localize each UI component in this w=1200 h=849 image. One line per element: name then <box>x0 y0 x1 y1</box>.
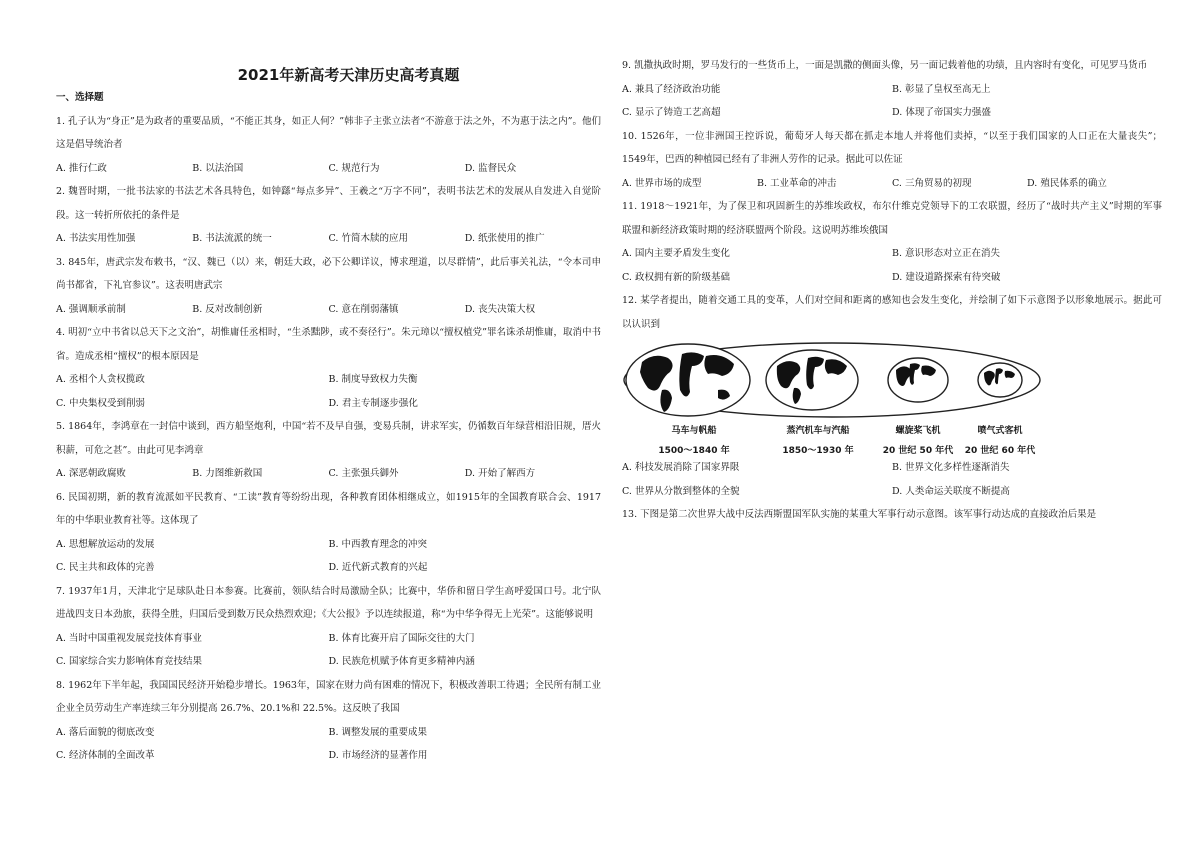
option-b: B. 反对改制创新 <box>192 303 263 315</box>
option-c: C. 竹简木牍的应用 <box>328 233 408 244</box>
option-c: C. 世界从分散到整体的全貌 <box>622 485 740 497</box>
question-8 <box>56 674 601 768</box>
options <box>622 456 1162 503</box>
options <box>56 368 601 415</box>
option-b: B. 意识形态对立正在消失 <box>892 248 1001 259</box>
option-a: A. 推行仁政 <box>56 162 107 174</box>
question-2 <box>56 180 601 251</box>
option-b: B. 书法流派的统一 <box>192 233 272 244</box>
globe-4 <box>978 363 1022 397</box>
question-stem: 2. 魏晋时期，一批书法家的书法艺术各具特色，如钟繇“每点多异”、王羲之“万字不同”，表明书法艺术的发展从自发进入自觉阶段。这一转折所依托的条件是 <box>56 186 601 221</box>
options <box>56 533 601 580</box>
option-d: D. 体现了帝国实力强盛 <box>892 107 991 118</box>
options <box>56 227 601 251</box>
option-b: B. 力图维新救国 <box>192 468 263 479</box>
option-c: C. 主张强兵御外 <box>328 468 399 479</box>
option-d: D. 近代新式教育的兴起 <box>328 562 428 573</box>
option-c: C. 中央集权受到削弱 <box>56 397 145 409</box>
option-a: A. 思想解放运动的发展 <box>56 538 155 550</box>
option-c: C. 政权拥有新的阶级基础 <box>622 271 730 283</box>
option-a: A. 深恶朝政腐败 <box>56 468 126 479</box>
caption-vehicle: 马车与帆船 <box>671 426 717 436</box>
options <box>622 78 1162 125</box>
option-b: B. 彰显了皇权至高无上 <box>892 83 991 95</box>
question-4 <box>56 321 601 415</box>
document-title: 2021年新高考天津历史高考真题 <box>237 66 460 84</box>
option-b: B. 中西教育理念的冲突 <box>328 538 428 550</box>
question-stem: 11. 1918～1921年，为了保卫和巩固新生的苏维埃政权，布尔什维克党领导下的工农联盟，经历了“战时共产主义”时期的军事联盟和新经济政策时期的经济联盟两个阶段。这说明苏维埃俄国 <box>622 201 1162 236</box>
question-stem: 1. 孔子认为“身正”是为政者的重要品质，“不能正其身，如正人何？”韩非子主张立法者“不游意于法之外，不为惠于法之内”。他们这是倡导统治者 <box>56 115 601 150</box>
caption-1 <box>642 424 746 458</box>
shrinking-world-figure <box>622 340 1162 456</box>
question-stem: 5. 1864年，李鸿章在一封信中谈到，西方船坚炮利，中国“若不及早自强，变易兵制，讲求军实，仍循数百年绿营相沿旧规，厝火积薪，可危之甚”。由此可见李鸿章 <box>56 421 601 456</box>
globes-illustration <box>622 340 1042 420</box>
option-a: A. 科技发展消除了国家界限 <box>622 462 740 473</box>
caption-vehicle: 蒸汽机车与汽船 <box>786 426 850 436</box>
option-a: A. 强调顺承前制 <box>56 303 126 315</box>
left-column <box>56 0 601 768</box>
options <box>56 157 601 181</box>
right-column <box>622 0 1162 527</box>
question-stem: 10. 1526年，一位非洲国王控诉说，葡萄牙人每天都在抓走本地人并将他们卖掉，“以至于我们国家的人口正在大量丧失”；1549年，巴西的种植园已经有了非洲人劳作的记录。据此可以佐证 <box>622 130 1162 165</box>
option-b: B. 体育比赛开启了国际交往的大门 <box>328 632 475 644</box>
option-c: C. 经济体制的全面改革 <box>56 750 155 761</box>
option-d: D. 君主专制逐步强化 <box>328 397 418 409</box>
option-c: C. 民主共和政体的完善 <box>56 562 155 573</box>
caption-3 <box>876 424 960 458</box>
options <box>622 242 1162 289</box>
option-d: D. 民族危机赋予体育更多精神内涵 <box>328 656 475 667</box>
option-d: D. 市场经济的显著作用 <box>328 750 428 761</box>
question-5 <box>56 415 601 486</box>
options <box>56 462 601 486</box>
option-c: C. 国家综合实力影响体育竞技结果 <box>56 656 202 667</box>
option-a: A. 书法实用性加强 <box>56 233 136 244</box>
question-stem: 12. 某学者提出，随着交通工具的变革，人们对空间和距离的感知也会发生变化，并绘制了如下示意图予以形象地展示。据此可以认识到 <box>622 295 1162 330</box>
option-a: A. 落后面貌的彻底改变 <box>56 726 155 738</box>
question-3 <box>56 251 601 322</box>
question-12 <box>622 289 1162 503</box>
option-a: A. 兼具了经济政治功能 <box>622 83 721 95</box>
caption-period: 1850～1930 年 <box>782 446 854 456</box>
globe-3 <box>888 358 948 402</box>
option-a: A. 当时中国重视发展竞技体育事业 <box>56 632 202 644</box>
question-stem: 13. 下图是第二次世界大战中反法西斯盟国军队实施的某重大军事行动示意图。该军事行动达成的直接政治后果是 <box>622 509 1097 520</box>
question-10 <box>622 125 1162 196</box>
option-c: C. 意在削弱藩镇 <box>328 303 399 315</box>
caption-period: 20 世纪 50 年代 <box>882 446 954 456</box>
option-b: B. 世界文化多样性逐渐消失 <box>892 462 1010 473</box>
question-7 <box>56 580 601 674</box>
caption-4 <box>958 424 1042 458</box>
option-d: D. 监督民众 <box>464 162 517 174</box>
caption-vehicle: 螺旋桨飞机 <box>895 426 941 436</box>
option-b: B. 制度导致权力失衡 <box>328 374 418 385</box>
caption-2 <box>766 424 870 458</box>
question-stem: 4. 明初“立中书省以总天下之文治”，胡惟庸任丞相时，“生杀黜陟，或不奏径行”。朱元璋以“擅权植党”罪名诛杀胡惟庸，取消中书省。造成丞相“擅权”的根本原因是 <box>56 327 601 362</box>
question-stem: 9. 凯撒执政时期，罗马发行的一些货币上，一面是凯撒的侧面头像，另一面记载着他的功绩，且内容时有变化，可见罗马货币 <box>622 60 1148 71</box>
option-d: D. 开始了解西方 <box>464 468 536 479</box>
question-stem: 8. 1962年下半年起，我国国民经济开始稳步增长。1963年，国家在财力尚有困难的情况下，积极改善职工待遇；全民所有制工业企业全员劳动生产率连续三年分别提高 26.7%、20.1%和 22.5%。这反映了我国 <box>56 679 601 714</box>
question-stem: 7. 1937年1月，天津北宁足球队赴日本参赛。比赛前，领队结合时局激励全队；比赛中，华侨和留日学生高呼爱国口号。北宁队进战四支日本劲旅，获得全胜，归国后受到数万民众热烈欢迎；《大公报》予以连续报道，称“为中华争得无上光荣”。这能够说明 <box>56 585 601 620</box>
globe-1 <box>626 344 750 416</box>
option-d: D. 殖民体系的确立 <box>1027 177 1107 189</box>
options <box>56 298 601 322</box>
option-b: B. 工业革命的冲击 <box>757 177 837 189</box>
globe-2 <box>766 350 858 410</box>
caption-period: 1500～1840 年 <box>658 446 730 456</box>
question-9 <box>622 54 1162 125</box>
option-c: C. 显示了铸造工艺高超 <box>622 107 721 118</box>
option-d: D. 纸张使用的推广 <box>464 233 545 244</box>
option-b: B. 以法治国 <box>192 162 244 174</box>
question-11 <box>622 195 1162 289</box>
option-a: A. 丞相个人贪权揽政 <box>56 374 145 385</box>
question-stem: 3. 845年，唐武宗发布敕书，“汉、魏已（以）来，朝廷大政，必下公卿详议，博求理道，以尽群情”，此后事关礼法，“令本司申尚书都省，下礼官参议”。这表明唐武宗 <box>56 256 601 291</box>
option-c: C. 三角贸易的初现 <box>892 177 972 189</box>
caption-vehicle: 喷气式客机 <box>977 426 1023 436</box>
section-heading: 一、选择题 <box>56 92 104 103</box>
question-13 <box>622 503 1162 527</box>
options <box>56 627 601 674</box>
caption-period: 20 世纪 60 年代 <box>964 446 1036 456</box>
option-d: D. 建设道路探索有待突破 <box>892 271 1001 283</box>
question-6 <box>56 486 601 580</box>
option-c: C. 规范行为 <box>328 162 380 174</box>
options <box>56 721 601 768</box>
question-stem: 6. 民国初期，新的教育流派如平民教育、“工读”教育等纷纷出现，各种教育团体相继成立，如1915年的全国教育联合会、1917年的中华职业教育社等。这体现了 <box>56 491 601 526</box>
option-a: A. 国内主要矛盾发生变化 <box>622 248 730 259</box>
option-d: D. 丧失决策大权 <box>464 303 536 315</box>
option-b: B. 调整发展的重要成果 <box>328 726 428 738</box>
option-d: D. 人类命运关联度不断提高 <box>892 485 1010 497</box>
question-1 <box>56 110 601 181</box>
option-a: A. 世界市场的成型 <box>622 177 702 189</box>
options <box>622 172 1162 196</box>
